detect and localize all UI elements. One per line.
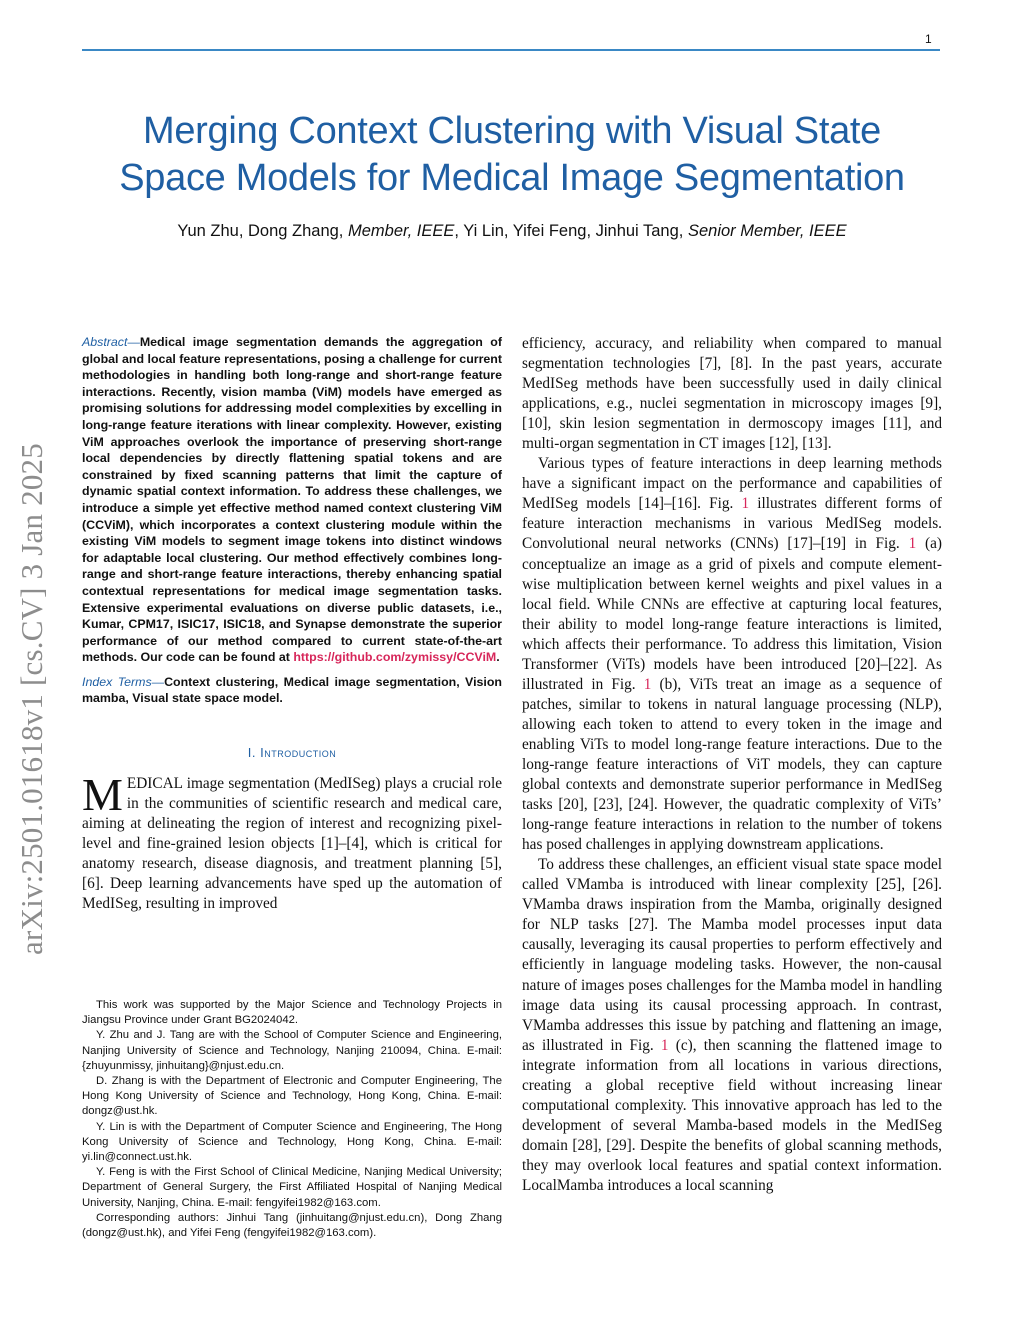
- figure-ref[interactable]: 1: [908, 535, 917, 553]
- author-list: [60, 222, 964, 241]
- index-terms-label: Index Terms: [82, 674, 152, 689]
- intro-paragraph: MEDICAL image segmentation (MedISeg) plays a crucial role in the communities of scientific research and medical care, aiming at delineating the region of interest and recognizing pixel-level and fine-grained lesion objects [1]–[4], which is critical for anatomy research, disease diagnosis, and treatment planning [5], [6]. Deep learning advancements have sped up the automation of MedISeg, resulting in improved: [82, 769, 502, 913]
- abstract-text: Medical image segmentation demands the aggregation of global and local feature representations, posing a challenge for current methodologies in handling both long-range and short-range feature interactions. Recently, vision mamba (ViM) models have emerged as promising solutions for addressing model complexities by excelling in long-range feature iterations with linear complexity. However, existing ViM approaches overlook the importance of preserving short-range local dependencies by directly flattening spatial tokens and are constrained by fixed scanning patterns that limit the capture of dynamic spatial context information. To address these challenges, we introduce a simple yet effective method named context clustering ViM (CCViM), which incorporates a context clustering module within the existing ViM models to segment image tokens into distinct windows for adaptable local clustering. Our method effectively combines long-range and short-range feature interactions, thereby enhancing spatial contextual representations for medical image segmentation tasks. Extensive experimental evaluations on diverse public datasets, i.e., Kumar, CPM17, ISIC17, ISIC18, and Synapse demonstrate the superior performance of our method compared to current state-of-the-art methods. Our code can be found at: [82, 335, 502, 665]
- abstract-label: Abstract: [82, 335, 128, 349]
- header-rule: [82, 49, 940, 51]
- right-column: [522, 334, 942, 1196]
- paper-title: [60, 108, 964, 202]
- body-paragraph: Various types of feature interactions in deep learning methods have a significant impact on the performance and capabilities of MedISeg models [14]–[16]. Fig. 1 illustrates different forms of feature interaction mechanisms in various MedISeg models. Convolutional neural networks (CNNs) [17]–[19] in Fig. 1 (a) conceptualize an image as a grid of pixels and compute element-wise multiplication between kernel weights and pixel values in a local field. While CNNs are effective at capturing local features, their ability to model long-range feature interactions is limited, which affects their performance. To address this limitation, Vision Transformer (ViTs) models have been introduced [20]–[22]. As illustrated in Fig. 1 (b), ViTs treat an image as a sequence of patches, similar to tokens in natural language processing (NLP), allowing each token to attend to every token in the image and enabling ViTs to model long-range feature interactions. Due to the long-range feature interactions of ViT models, they can capture global contexts and demonstrate superior performance in MedISeg tasks [20], [23], [24]. However, the quadratic complexity of ViTs’ long-range feature interactions in relation to the number of tokens has posed challenges in applying downstream applications.: [522, 455, 942, 854]
- section-heading-introduction: I. Introduction: [247, 745, 337, 761]
- title-line-2: Space Models for Medical Image Segmentation: [119, 157, 905, 199]
- left-column: [82, 334, 502, 914]
- figure-ref[interactable]: 1: [741, 495, 750, 513]
- footnotes: [82, 998, 502, 1241]
- abstract: Abstract—Medical image segmentation demands the aggregation of global and local feature representations, posing a challenge for current methodologies in handling both long-range and short-range feature interactions. Recently, vision mamba (ViM) models have emerged as promising solutions for addressing model complexities by excelling in long-range feature iterations with linear complexity. However, existing ViM approaches overlook the importance of preserving short-range local dependencies by directly flattening spatial tokens and are constrained by fixed scanning patterns that limit the capture of dynamic spatial context information. To address these challenges, we introduce a simple yet effective method named context clustering ViM (CCViM), which incorporates a context clustering module within the existing ViM models to segment image tokens into distinct windows for adaptable local clustering. Our method effectively combines long-range and short-range feature interactions, thereby enhancing spatial contextual representations for medical image segmentation tasks. Extensive experimental evaluations on diverse public datasets, i.e., Kumar, CPM17, ISIC17, ISIC18, and Synapse demonstrate the superior performance of our method compared to current state-of-the-art methods. Our code can be found at https://github.com/zymissy/CCViM.: [82, 335, 502, 665]
- code-link[interactable]: https://github.com/zymissy/CCViM: [293, 650, 497, 665]
- figure-ref[interactable]: 1: [660, 1036, 669, 1054]
- title-line-1: Merging Context Clustering with Visual State: [142, 110, 882, 152]
- footnote-corresponding: Corresponding authors: Jinhui Tang (jinhuitang@njust.edu.cn), Dong Zhang (dongz@ust.hk), and Yifei Feng (fengyifei1982@163.com).: [82, 1211, 502, 1240]
- authors-part-2: , Yi Lin, Yifei Feng, Jinhui Tang,: [454, 222, 688, 240]
- authors-role-2: Senior Member, IEEE: [687, 222, 847, 240]
- footnote-affiliation: D. Zhang is with the Department of Electronic and Computer Engineering, The Hong Kong University of Science and Technology, Hong Kong, China. E-mail: dongz@ust.hk.: [82, 1075, 502, 1118]
- footnote-funding: This work was supported by the Major Science and Technology Projects in Jiangsu Province under Grant BG2024042.: [82, 999, 502, 1027]
- figure-ref[interactable]: 1: [643, 675, 652, 693]
- footnote-affiliation: Y. Feng is with the First School of Clinical Medicine, Nanjing Medical University; Department of General Surgery, the First Affiliated Hospital of Nanjing Medical University, Nanjing, China. E-mail: fengyifei1982@163.com.: [82, 1166, 502, 1209]
- index-terms: Index Terms—Context clustering, Medical image segmentation, Vision mamba, Visual state space model.: [82, 674, 502, 706]
- index-terms-text: Context clustering, Medical image segmentation, Vision mamba, Visual state space model.: [82, 674, 502, 706]
- page-number: 1: [925, 32, 932, 46]
- authors-role-1: Member, IEEE: [347, 222, 455, 240]
- dropcap: M: [82, 769, 123, 821]
- footnote-affiliation: Y. Lin is with the Department of Computer Science and Engineering, The Hong Kong University of Science and Technology, Hong Kong, China. E-mail: yi.lin@connect.ust.hk.: [82, 1120, 502, 1164]
- body-paragraph: efficiency, accuracy, and reliability when compared to manual segmentation technologies [7], [8]. In the past years, accurate MedISeg methods have been successfully used in daily clinical applications, e.g., nuclei segmentation in microscopy images [9], [10], skin lesion segmentation in dermoscopy images [11], and multi-organ segmentation in CT images [12], [13].: [522, 335, 942, 453]
- authors-part-1: Yun Zhu, Dong Zhang,: [177, 222, 348, 240]
- body-paragraph: To address these challenges, an efficient visual state space model called VMamba is introduced with linear complexity [25], [26]. VMamba draws inspiration from the Mamba, originally designed for NLP tasks [27]. The Mamba model processes input data causally, leveraging its causal properties to perform effectively and efficiently in language modeling tasks. However, the non-causal nature of images poses challenges for the Mamba model in handling image data using its causal processing approach. In contrast, VMamba addresses this issue by patching and flattening an image, as illustrated in Fig. 1 (c), then scanning the flattened image to integrate information from all locations in various directions, creating a global receptive field without increasing linear computational complexity. This innovative approach has led to the development of several Mamba-based models in the MedISeg domain [28], [29]. Despite the benefits of global scanning methods, they may overlook local features and spatial context information. LocalMamba introduces a local scanning: [522, 856, 942, 1194]
- arxiv-stamp: arXiv:2501.01618v1 [cs.CV] 3 Jan 2025: [14, 443, 49, 955]
- footnote-affiliation: Y. Zhu and J. Tang are with the School of Computer Science and Engineering, Nanjing University of Science and Technology, Nanjing 210094, China. E-mail: {zhuyunmissy, jinhuitang}@njust.edu.cn.: [82, 1029, 502, 1072]
